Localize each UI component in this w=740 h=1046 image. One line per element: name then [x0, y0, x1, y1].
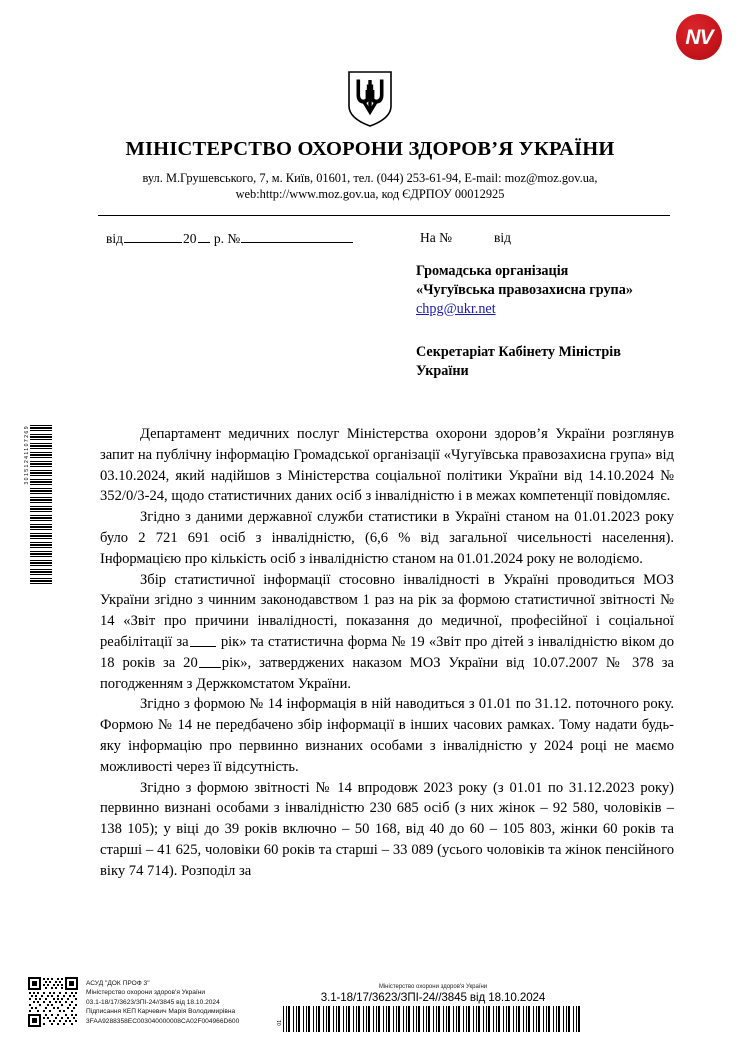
signature-info — [86, 979, 239, 1026]
qr-code — [27, 976, 79, 1028]
footer-barcode-block — [277, 984, 583, 1032]
barcode-caption: Міністерство охорони здоров'я України — [378, 984, 488, 990]
body-paragraph-1: Департамент медичних послуг Міністерства охорони здоров’я України розглянув запит на публічну інформацію Громадської організації «Чугуївська правозахисна група» від 03.10.2024, який надійшов з Міністерства соціальної політики України від 14.10.2024 № 352/0/3-24, щодо статистичних даних осіб з інвалідністю і в межах компетенції повідомляє. — [100, 426, 674, 505]
secretariat-line-1: Секретаріат Кабінету Міністрів — [416, 344, 621, 360]
signature-line-1: АСУД "ДОК ПРОФ 3" — [86, 979, 150, 987]
body-paragraph-2: Згідно з даними державної служби статистики в Україні станом на 01.01.2023 року було 2 721 691 осіб з інвалідністю, (6,6 % від загальної чисельності населення). Інформацією про кількість осіб з інвалідністю станом на 01.01.2024 року не володіємо. — [100, 509, 674, 567]
addressee-org-line-1: Громадська організація — [416, 263, 569, 279]
address-line-2: web:http://www.moz.gov.ua, код ЄДРПОУ 00012925 — [235, 187, 505, 201]
signature-line-5: 3FAA9288358EC003040000008CA02F004966D600 — [86, 1017, 240, 1025]
signature-line-3: 03.1-18/17/3623/ЗПІ-24//3845 від 18.10.2024 — [86, 998, 220, 1006]
letter-body — [100, 424, 674, 882]
barcode-number: 3.1-18/17/3623/ЗПІ-24//3845 від 18.10.2024 — [320, 991, 546, 1004]
ukrainian-trident-emblem — [347, 70, 393, 128]
ministry-title: МІНІСТЕРСТВО ОХОРОНИ ЗДОРОВ’Я УКРАЇНИ — [125, 138, 615, 160]
number-label: № — [227, 231, 241, 246]
reply-from-label: від — [494, 230, 511, 245]
body-paragraph-3-part-2: рік» та статистична форма № 19 «Звіт про дітей з інвалідністю віком до 18 років за 20 — [100, 633, 674, 671]
footer-barcode-bars — [283, 1006, 583, 1032]
addressee-block — [416, 262, 706, 319]
addressee-email-link[interactable]: chpg@ukr.net — [416, 301, 496, 317]
incoming-reference — [420, 230, 511, 246]
signature-line-2: Міністерство охорони здоров'я України — [86, 989, 206, 997]
year-suffix: р. — [213, 231, 224, 246]
outgoing-reference — [106, 230, 354, 247]
secretariat-line-2: України — [416, 363, 469, 379]
year-blank-inline-1 — [190, 635, 216, 647]
body-paragraph-3-part-1: Збір статистичної інформації стосовно інвалідності в Україні проводиться МОЗ України згідно з чинним законодавством 1 раз на рік за формою статистичної звітності № 14 «Звіт про причини інвалідності, показання до медичної, професійної і соціальної реабілітації за — [100, 571, 674, 650]
left-barcode-label: 30151241107269 — [24, 425, 30, 485]
secretariat-block — [416, 343, 706, 381]
left-barcode-bars — [30, 425, 52, 585]
number-blank — [241, 230, 353, 243]
year-prefix: 20 — [183, 231, 197, 246]
year-blank-inline-2 — [199, 656, 221, 668]
from-date-blank — [124, 230, 182, 243]
barcode-side-label: 01 — [277, 1020, 283, 1026]
body-paragraph-3 — [100, 570, 674, 695]
header-divider — [98, 215, 670, 216]
signature-line-4: Підписання КЕП Карчевич Марія Володимирівна — [86, 1008, 236, 1016]
body-paragraph-5: Згідно з формою звітності № 14 впродовж 2023 року (з 01.01 по 31.12.2023 року) первинно визнані особами з інвалідністю 230 685 осіб (з них жінок – 92 580, чоловіків – 138 105); у віці до 39 років включно – 50 168, від 40 до 60 – 105 803, жінки 60 років та старші – 41 625, чоловіки 60 років та старші – 33 089 (усього чоловіків та жінок пенсійного віку 74 714). Розподіл за — [100, 779, 674, 879]
reply-to-label: На № — [420, 230, 452, 245]
body-paragraph-4: Згідно з формою № 14 інформація в ній наводиться з 01.01 по 31.12. поточного року. Формою № 14 не передбачено збір інформації в інших часових рамках. Тому надати будь-яку інформацію про первинно визнаних особами з інвалідністю у 2024 році не маємо можливості через її відсутність. — [100, 696, 674, 775]
nv-logo-text: NV — [685, 25, 713, 49]
from-label: від — [106, 231, 123, 246]
nv-watermark-logo — [676, 14, 722, 60]
addressee-org-line-2: «Чугуївська правозахисна група» — [416, 282, 633, 298]
year-blank — [198, 230, 210, 243]
body-paragraph-3-part-3: рік», затверджених наказом МОЗ України від 10.07.2007 № 378 за погодженням з Держкомстатом України. — [100, 654, 674, 692]
address-line-1: вул. М.Грушевського, 7, м. Київ, 01601, тел. (044) 253-61-94, E-mail: moz@moz.gov.ua, — [142, 171, 598, 185]
left-vertical-barcode — [24, 425, 52, 585]
ministry-address — [0, 170, 740, 202]
